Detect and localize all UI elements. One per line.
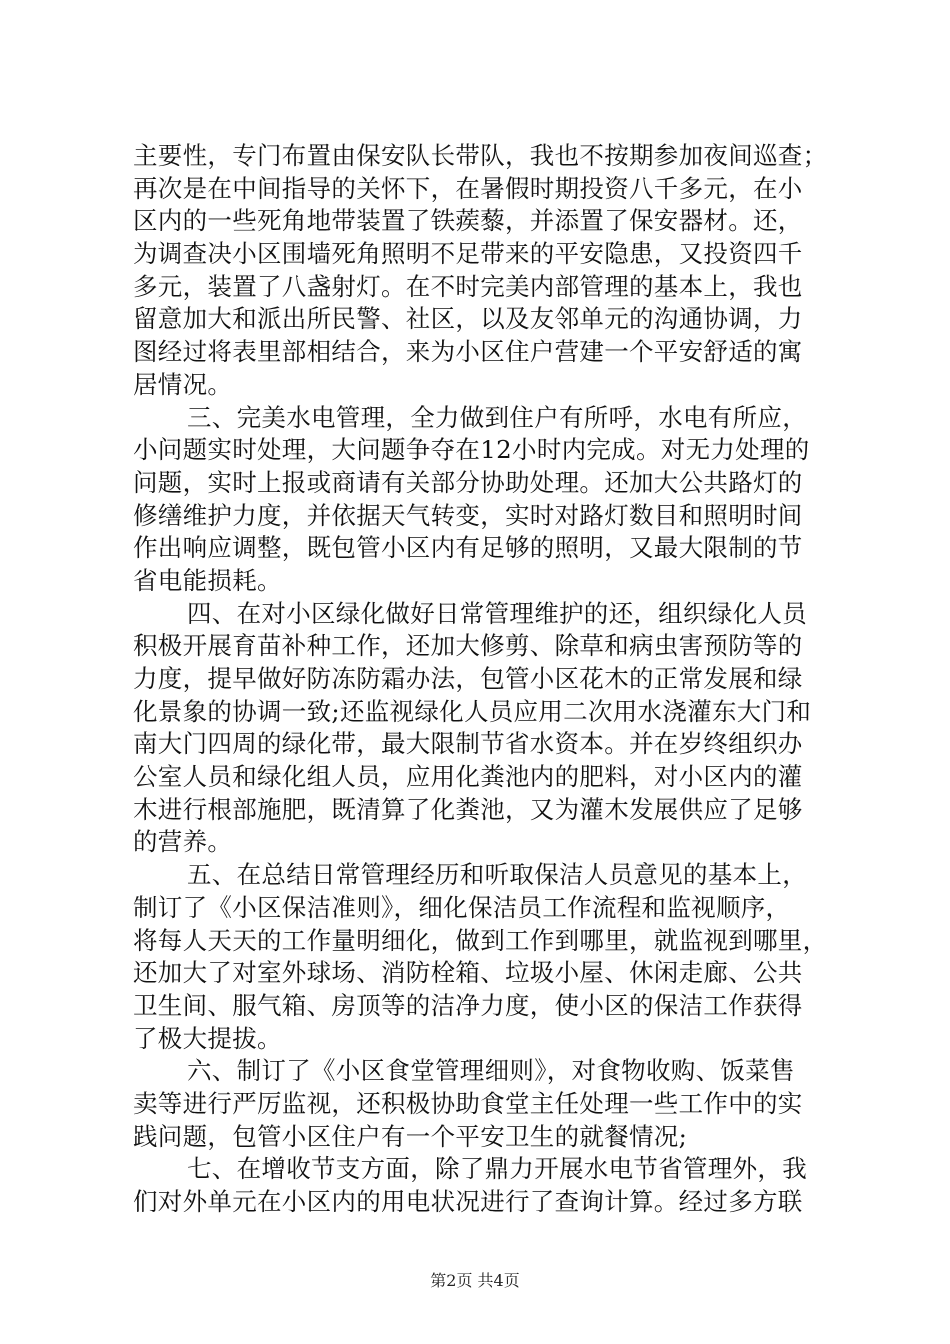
text-line: 力度，提早做好防冻防霜办法，包管小区花木的正常发展和绿 <box>133 664 803 693</box>
text-line: 小问题实时处理，大问题争夺在12小时内完成。对无力处理的 <box>133 435 810 465</box>
document-body <box>133 140 833 1219</box>
text-line: 卫生间、服气箱、房顶等的洁净力度，使小区的保洁工作获得 <box>133 990 803 1020</box>
page-number-footer: 第2页 共4页 <box>430 1271 520 1290</box>
paragraph-start-line: 五、在总结日常管理经历和听取保洁人员意见的基本上， <box>187 860 807 890</box>
text-line: 还加大了对室外球场、消防栓箱、垃圾小屋、休闲走廊、公共 <box>133 958 803 988</box>
text-line: 多元，装置了八盏射灯。在不时完美内部管理的基本上，我也 <box>133 271 803 301</box>
text-line: 图经过将表里部相结合，来为小区住户营建一个平安舒适的寓 <box>133 337 803 367</box>
text-line: 化景象的协调一致;还监视绿化人员应用二次用水浇灌东大门和 <box>133 696 812 726</box>
text-line: 积极开展育苗补种工作，还加大修剪、除草和病虫害预防等的 <box>133 631 803 661</box>
paragraph-start-line: 六、制订了《小区食堂管理细则》，对食物收购、饭菜售 <box>187 1056 795 1086</box>
text-line: 将每人天天的工作量明细化，做到工作到哪里，就监视到哪里， <box>133 925 828 955</box>
text-line: 卖等进行严厉监视，还积极协助食堂主任处理一些工作中的实 <box>133 1088 803 1118</box>
text-line: 的营养。 <box>133 827 233 857</box>
text-line: 作出响应调整，既包管小区内有足够的照明，又最大限制的节 <box>133 533 803 563</box>
text-line: 区内的一些死角地带装置了铁蒺藜，并添置了保安器材。还， <box>133 206 803 236</box>
text-line: 南大门四周的绿化带，最大限制节省水资本。并在岁终组织办 <box>133 729 803 759</box>
text-line: 主要性，专门布置由保安队长带队，我也不按期参加夜间巡查； <box>133 141 828 170</box>
paragraph-start-line: 三、完美水电管理，全力做到住户有所呼，水电有所应， <box>187 402 807 432</box>
text-line: 留意加大和派出所民警、社区，以及友邻单元的沟通协调，力 <box>133 304 803 334</box>
text-line: 公室人员和绿化组人员，应用化粪池内的肥料，对小区内的灌 <box>133 762 803 792</box>
text-line: 们对外单元在小区内的用电状况进行了查询计算。经过多方联 <box>133 1187 803 1216</box>
text-line: 修缮维护力度，并依据天气转变，实时对路灯数目和照明时间 <box>133 500 803 530</box>
text-line: 省电能损耗。 <box>133 565 282 595</box>
text-line: 再次是在中间指导的关怀下，在暑假时期投资八千多元，在小 <box>133 173 803 203</box>
paragraph-start-line: 四、在对小区绿化做好日常管理维护的还，组织绿化人员 <box>187 598 807 628</box>
text-line: 居情况。 <box>133 369 233 399</box>
text-line: 践问题，包管小区住户有一个平安卫生的就餐情况; <box>133 1121 688 1151</box>
text-line: 问题，实时上报或商请有关部分协助处理。还加大公共路灯的 <box>133 467 803 497</box>
text-line: 制订了《小区保洁准则》，细化保洁员工作流程和监视顺序， <box>133 892 791 922</box>
paragraph-start-line: 七、在增收节支方面，除了鼎力开展水电节省管理外，我 <box>187 1154 807 1184</box>
text-line: 为调查决小区围墙死角照明不足带来的平安隐患，又投资四千 <box>133 239 803 269</box>
text-line: 木进行根部施肥，既清算了化粪池，又为灌木发展供应了足够 <box>133 794 803 824</box>
text-line: 了极大提拔。 <box>133 1023 282 1053</box>
